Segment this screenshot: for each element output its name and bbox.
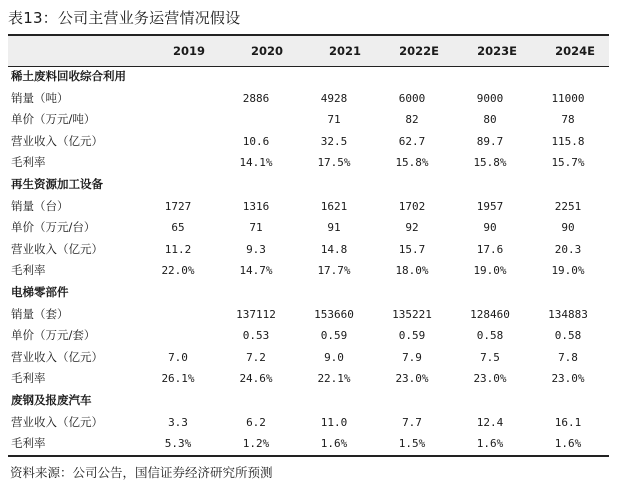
- header-row: [8, 36, 609, 66]
- table-row: [8, 325, 609, 347]
- value-cell: 32.5: [320, 134, 348, 148]
- value-cell: 1.6%: [320, 437, 348, 451]
- row-label: 毛利率: [11, 436, 46, 451]
- value-cell: 1.2%: [242, 437, 270, 451]
- value-cell: 1316: [242, 199, 270, 213]
- value-cell: 1.6%: [554, 437, 582, 451]
- section-heading: 废钢及报废汽车: [11, 392, 92, 407]
- value-cell: 92: [405, 221, 419, 235]
- value-cell: 4928: [320, 91, 348, 105]
- value-cell: 15.8%: [395, 156, 429, 170]
- table-row: [8, 109, 609, 131]
- year-header: 2020: [250, 44, 283, 58]
- value-cell: 0.59: [320, 329, 348, 343]
- value-cell: 65: [171, 221, 185, 235]
- value-cell: 137112: [236, 307, 276, 321]
- value-cell: 9.0: [324, 350, 344, 364]
- value-cell: 7.0: [168, 350, 188, 364]
- value-cell: 14.7%: [239, 264, 273, 278]
- value-cell: 1702: [398, 199, 426, 213]
- year-header: 2023E: [477, 44, 517, 58]
- value-cell: 7.7: [402, 415, 422, 429]
- table-row: [8, 152, 609, 174]
- row-label: 营业收入（亿元）: [11, 349, 103, 364]
- value-cell: 5.3%: [164, 437, 192, 451]
- value-cell: 23.0%: [473, 372, 507, 386]
- row-label: 毛利率: [11, 371, 46, 386]
- section-row: [8, 174, 609, 196]
- table-row: [8, 239, 609, 261]
- value-cell: 2251: [554, 199, 582, 213]
- value-cell: 17.6: [476, 242, 504, 256]
- value-cell: 1.6%: [476, 437, 504, 451]
- row-label: 毛利率: [11, 155, 46, 170]
- value-cell: 23.0%: [551, 372, 585, 386]
- data-table: [8, 36, 609, 455]
- value-cell: 17.5%: [317, 156, 351, 170]
- value-cell: 17.7%: [317, 264, 351, 278]
- value-cell: 90: [561, 221, 575, 235]
- value-cell: 14.8: [320, 242, 348, 256]
- value-cell: 7.8: [558, 350, 578, 364]
- value-cell: 89.7: [476, 134, 504, 148]
- value-cell: 153660: [314, 307, 354, 321]
- table-row: [8, 347, 609, 369]
- row-label: 销量（吨）: [11, 90, 69, 105]
- value-cell: 135221: [392, 307, 432, 321]
- header-label-cell: [8, 36, 141, 66]
- value-cell: 19.0%: [551, 264, 585, 278]
- value-cell: 26.1%: [161, 372, 195, 386]
- value-cell: 1.5%: [398, 437, 426, 451]
- value-cell: 20.3: [554, 242, 582, 256]
- table-title: 表13：公司主营业务运营情况假设: [8, 9, 241, 27]
- value-cell: 12.4: [476, 415, 504, 429]
- table-row: [8, 368, 609, 390]
- source-note: 资料来源：公司公告，国信证券经济研究所预测: [10, 465, 273, 480]
- row-label: 销量（套）: [11, 306, 69, 321]
- value-cell: [141, 325, 219, 347]
- value-cell: 80: [483, 113, 497, 127]
- value-cell: 7.5: [480, 350, 500, 364]
- value-cell: [141, 109, 219, 131]
- value-cell: 90: [483, 221, 497, 235]
- table-row: [8, 196, 609, 218]
- value-cell: 62.7: [398, 134, 426, 148]
- value-cell: [141, 304, 219, 326]
- value-cell: 15.7: [398, 242, 426, 256]
- value-cell: 18.0%: [395, 264, 429, 278]
- value-cell: 16.1: [554, 415, 582, 429]
- section-heading: 电梯零部件: [11, 284, 69, 299]
- value-cell: 6.2: [246, 415, 266, 429]
- value-cell: 11.2: [164, 242, 192, 256]
- value-cell: 9.3: [246, 242, 266, 256]
- row-label: 营业收入（亿元）: [11, 414, 103, 429]
- value-cell: 2886: [242, 91, 270, 105]
- value-cell: 71: [249, 221, 263, 235]
- value-cell: 1621: [320, 199, 348, 213]
- value-cell: [141, 152, 219, 174]
- value-cell: 134883: [548, 307, 588, 321]
- section-heading: 稀土废料回收综合利用: [11, 69, 126, 83]
- value-cell: 24.6%: [239, 372, 273, 386]
- value-cell: 23.0%: [395, 372, 429, 386]
- value-cell: 14.1%: [239, 156, 273, 170]
- value-cell: 6000: [398, 91, 426, 105]
- section-row: [8, 282, 609, 304]
- value-cell: 19.0%: [473, 264, 507, 278]
- value-cell: 7.9: [402, 350, 422, 364]
- table-row: [8, 217, 609, 239]
- year-header: 2022E: [399, 44, 439, 58]
- year-header: 2021: [328, 44, 361, 58]
- row-label: 毛利率: [11, 263, 46, 278]
- value-cell: 91: [327, 221, 341, 235]
- value-cell: 1727: [164, 199, 192, 213]
- value-cell: 0.59: [398, 329, 426, 343]
- table-row: [8, 433, 609, 455]
- value-cell: 7.2: [246, 350, 266, 364]
- value-cell: [141, 131, 219, 153]
- table-row: [8, 88, 609, 110]
- table-row: [8, 260, 609, 282]
- value-cell: 0.53: [242, 329, 270, 343]
- bottom-rule: [8, 455, 609, 457]
- value-cell: 11000: [551, 91, 585, 105]
- value-cell: 82: [405, 113, 419, 127]
- value-cell: 15.8%: [473, 156, 507, 170]
- value-cell: 128460: [470, 307, 510, 321]
- value-cell: 71: [327, 113, 341, 127]
- year-header: 2019: [172, 44, 205, 58]
- value-cell: 3.3: [168, 415, 188, 429]
- value-cell: 11.0: [320, 415, 348, 429]
- row-label: 销量（台）: [11, 198, 69, 213]
- value-cell: 78: [561, 113, 575, 127]
- value-cell: 22.0%: [161, 264, 195, 278]
- section-row: [8, 66, 609, 88]
- value-cell: 10.6: [242, 134, 270, 148]
- value-cell: 15.7%: [551, 156, 585, 170]
- value-cell: [141, 88, 219, 110]
- row-label: 单价（万元/台）: [11, 220, 96, 235]
- table-row: [8, 304, 609, 326]
- value-cell: 0.58: [554, 329, 582, 343]
- value-cell: [219, 109, 297, 131]
- year-header: 2024E: [555, 44, 595, 58]
- row-label: 营业收入（亿元）: [11, 241, 103, 256]
- table-row: [8, 131, 609, 153]
- row-label: 单价（万元/吨）: [11, 112, 96, 127]
- value-cell: 9000: [476, 91, 504, 105]
- table-row: [8, 412, 609, 434]
- value-cell: 0.58: [476, 329, 504, 343]
- value-cell: 22.1%: [317, 372, 351, 386]
- row-label: 单价（万元/套）: [11, 328, 96, 343]
- table-body: [8, 66, 609, 455]
- row-label: 营业收入（亿元）: [11, 133, 103, 148]
- value-cell: 115.8: [551, 134, 585, 148]
- section-heading: 再生资源加工设备: [11, 176, 103, 191]
- value-cell: 1957: [476, 199, 504, 213]
- section-row: [8, 390, 609, 412]
